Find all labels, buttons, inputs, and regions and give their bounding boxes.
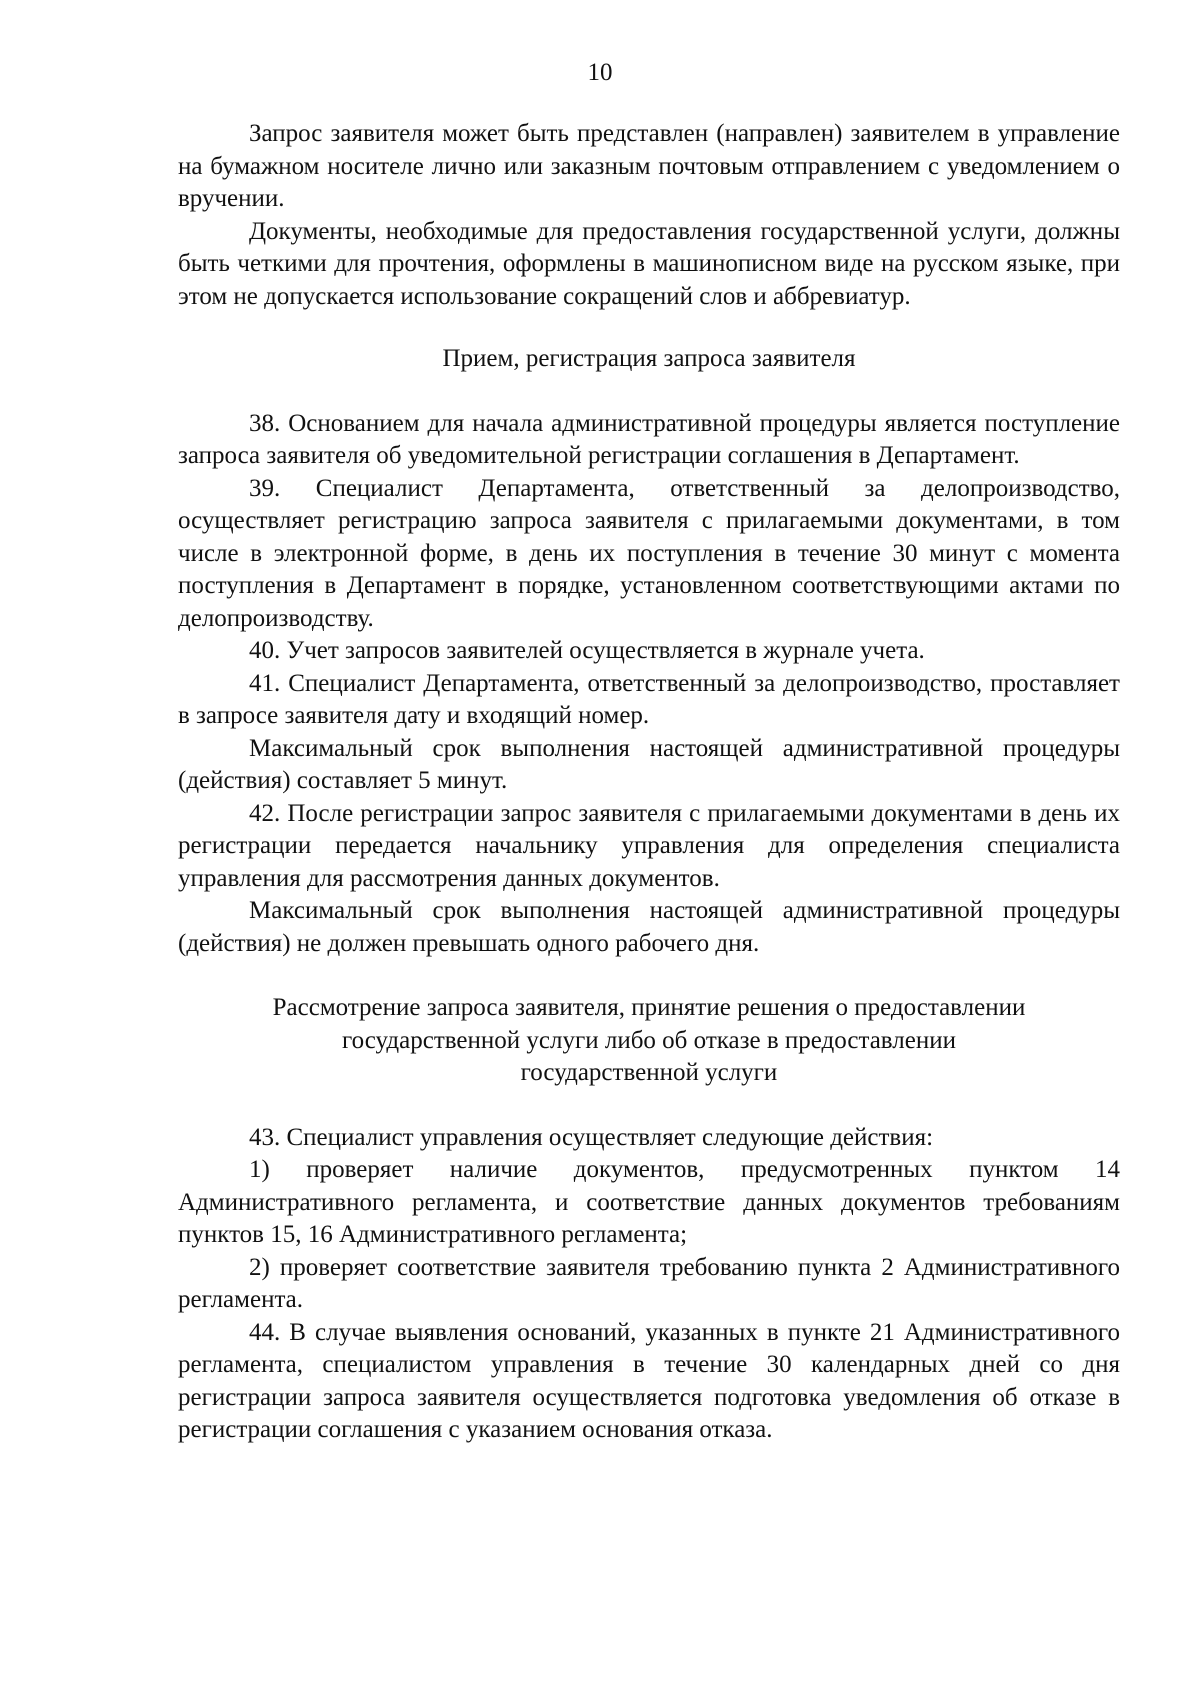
document-body: [178, 118, 1120, 1447]
paragraph: Документы, необходимые для предоставления государственной услуги, должны быть четкими для прочтения, оформлены в машинописном виде на русском языке, при этом не допускается использование сокращений слов и аббревиатур.: [178, 217, 1120, 310]
heading-line: государственной услуги либо об отказе в предоставлении: [341, 1026, 956, 1054]
paragraph-43: 43. Специалист управления осуществляет следующие действия:: [249, 1123, 934, 1151]
paragraph-43-item-2: 2) проверяет соответствие заявителя требованию пункта 2 Административного регламента.: [178, 1253, 1120, 1313]
paragraph-43-item-1: 1) проверяет наличие документов, предусмотренных пунктом 14 Административного регламента, и соответствие данных документов требованиям пунктов 15, 16 Административного регламента;: [178, 1156, 1120, 1248]
paragraph-max-term-1: Максимальный срок выполнения настоящей административной процедуры (действия) составляет 5 минут.: [178, 734, 1120, 794]
heading-line: государственной услуги: [520, 1059, 778, 1086]
paragraph-41: 41. Специалист Департамента, ответственный за делопроизводство, проставляет в запросе заявителя дату и входящий номер.: [178, 669, 1120, 729]
paragraph-44: 44. В случае выявления оснований, указанных в пункте 21 Административного регламента, специалистом управления в течение 30 календарных дней со дня регистрации запроса заявителя осуществляется подготовка уведомления об отказе в регистрации соглашения с указанием основания отказа.: [178, 1318, 1120, 1443]
paragraph-38: 38. Основанием для начала административной процедуры является поступление запроса заявителя об уведомительной регистрации соглашения в Департамент.: [178, 409, 1120, 469]
paragraph-max-term-2: Максимальный срок выполнения настоящей административной процедуры (действия) не должен превышать одного рабочего дня.: [178, 897, 1120, 957]
paragraph-39: 39. Специалист Департамента, ответственный за делопроизводство, осуществляет регистрацию запроса заявителя с прилагаемыми документами, в том числе в электронной форме, в день их поступления в течение 30 минут с момента поступления в Департамент в порядке, установленном соответствующими актами по делопроизводству.: [178, 474, 1120, 632]
section-heading-review: [178, 992, 1120, 1090]
paragraph: Запрос заявителя может быть представлен (направлен) заявителем в управление на бумажном носителе лично или заказным почтовым отправлением с уведомлением о вручении.: [178, 120, 1120, 212]
section-heading-reception: Прием, регистрация запроса заявителя: [442, 345, 856, 372]
page-number: 10: [587, 59, 613, 86]
heading-line: Рассмотрение запроса заявителя, принятие решения о предоставлении: [272, 994, 1026, 1021]
paragraph-40: 40. Учет запросов заявителей осуществляется в журнале учета.: [249, 637, 925, 664]
paragraph-42: 42. После регистрации запрос заявителя с прилагаемыми документами в день их регистрации передается начальнику управления для определения специалиста управления для рассмотрения данных документов.: [178, 799, 1120, 892]
